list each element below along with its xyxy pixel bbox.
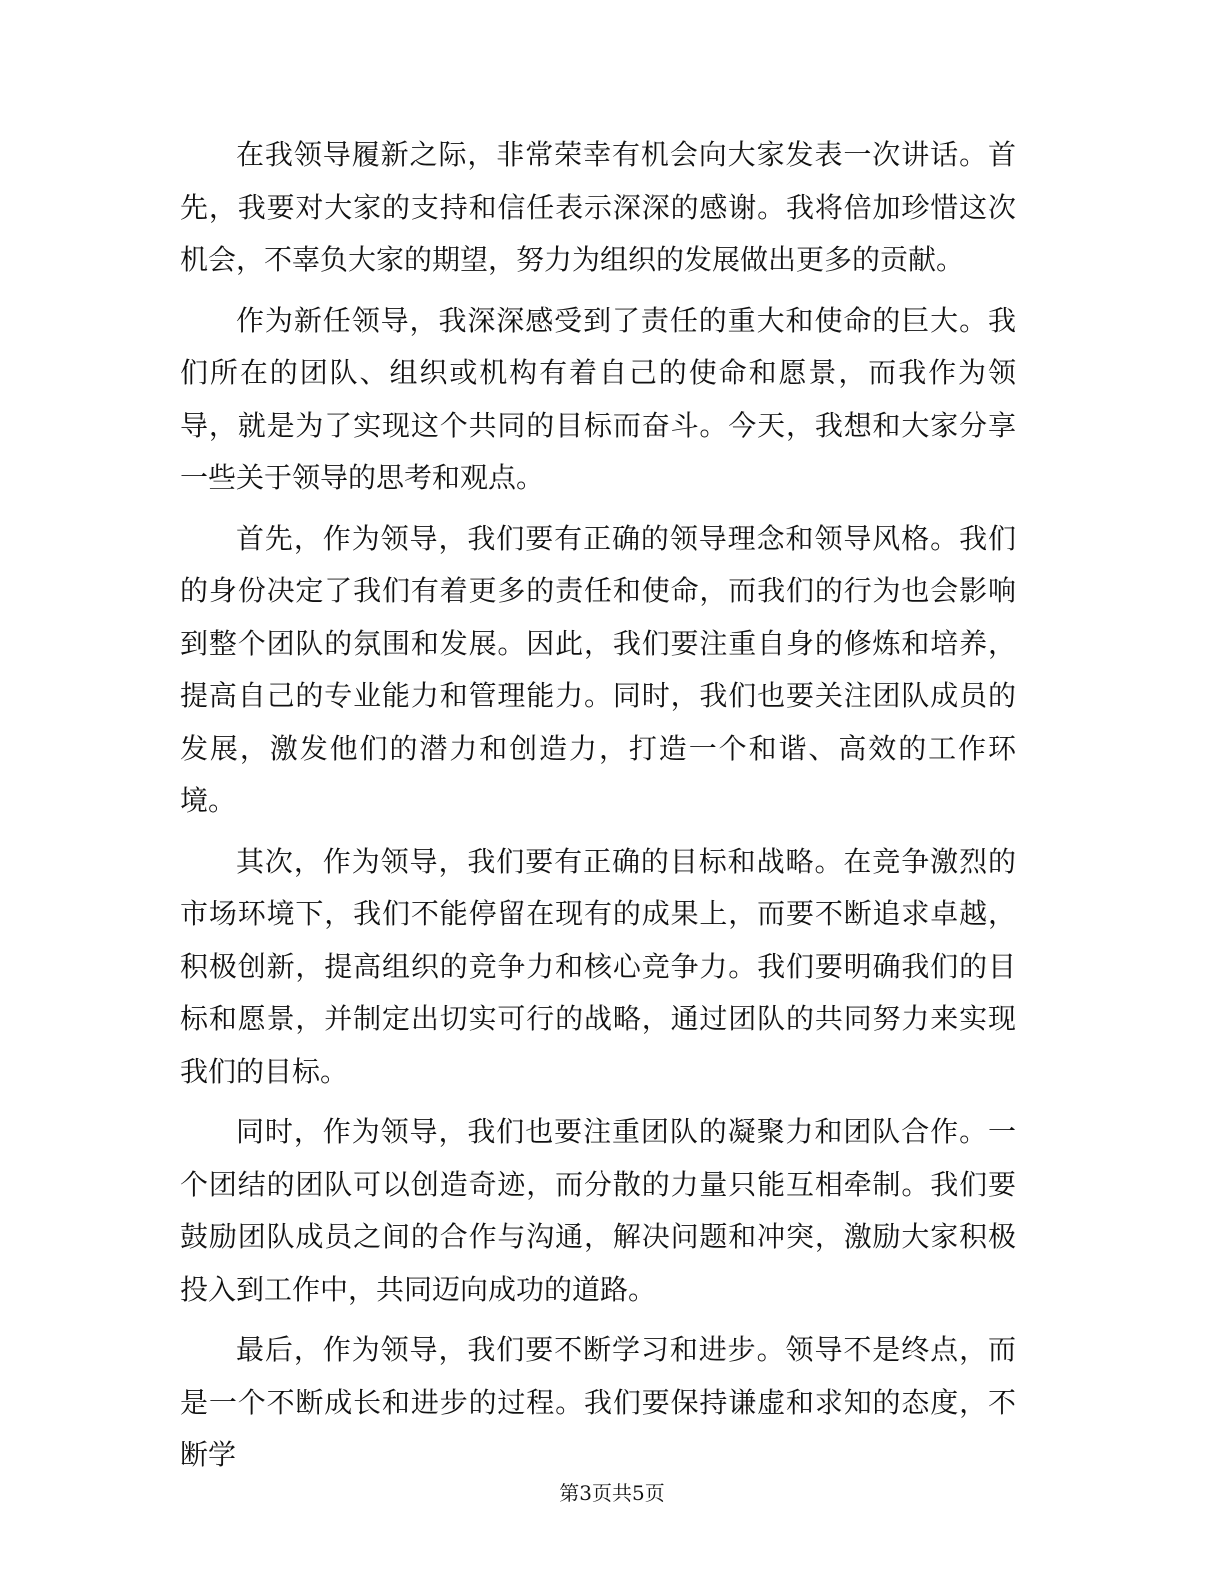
paragraph-4: 其次，作为领导，我们要有正确的目标和战略。在竞争激烈的市场环境下，我们不能停留在现有的成果上，而要不断追求卓越，积极创新，提高组织的竞争力和核心竞争力。我们要明确我们的目标和愿景，并制定出切实可行的战略，通过团队的共同努力来实现我们的目标。 bbox=[180, 844, 1016, 1088]
paragraph-1: 在我领导履新之际，非常荣幸有机会向大家发表一次讲话。首先，我要对大家的支持和信任表示深深的感谢。我将倍加珍惜这次机会，不辜负大家的期望，努力为组织的发展做出更多的贡献。 bbox=[180, 138, 1016, 276]
speech-body bbox=[180, 129, 1016, 1490]
paragraph-2: 作为新任领导，我深深感受到了责任的重大和使命的巨大。我们所在的团队、组织或机构有着自己的使命和愿景，而我作为领导，就是为了实现这个共同的目标而奋斗。今天，我想和大家分享一些关于领导的思考和观点。 bbox=[180, 303, 1016, 494]
page-number-footer: 第3页共5页 bbox=[559, 1481, 665, 1505]
paragraph-6: 最后，作为领导，我们要不断学习和进步。领导不是终点，而是一个不断成长和进步的过程。我们要保持谦虚和求知的态度，不断学 bbox=[180, 1333, 1016, 1471]
paragraph-3: 首先，作为领导，我们要有正确的领导理念和领导风格。我们的身份决定了我们有着更多的责任和使命，而我们的行为也会影响到整个团队的氛围和发展。因此，我们要注重自身的修炼和培养，提高自己的专业能力和管理能力。同时，我们也要关注团队成员的发展，激发他们的潜力和创造力，打造一个和谐、高效的工作环境。 bbox=[180, 521, 1016, 817]
paragraph-5: 同时，作为领导，我们也要注重团队的凝聚力和团队合作。一个团结的团队可以创造奇迹，而分散的力量只能互相牵制。我们要鼓励团队成员之间的合作与沟通，解决问题和冲突，激励大家积极投入到工作中，共同迈向成功的道路。 bbox=[180, 1115, 1016, 1306]
